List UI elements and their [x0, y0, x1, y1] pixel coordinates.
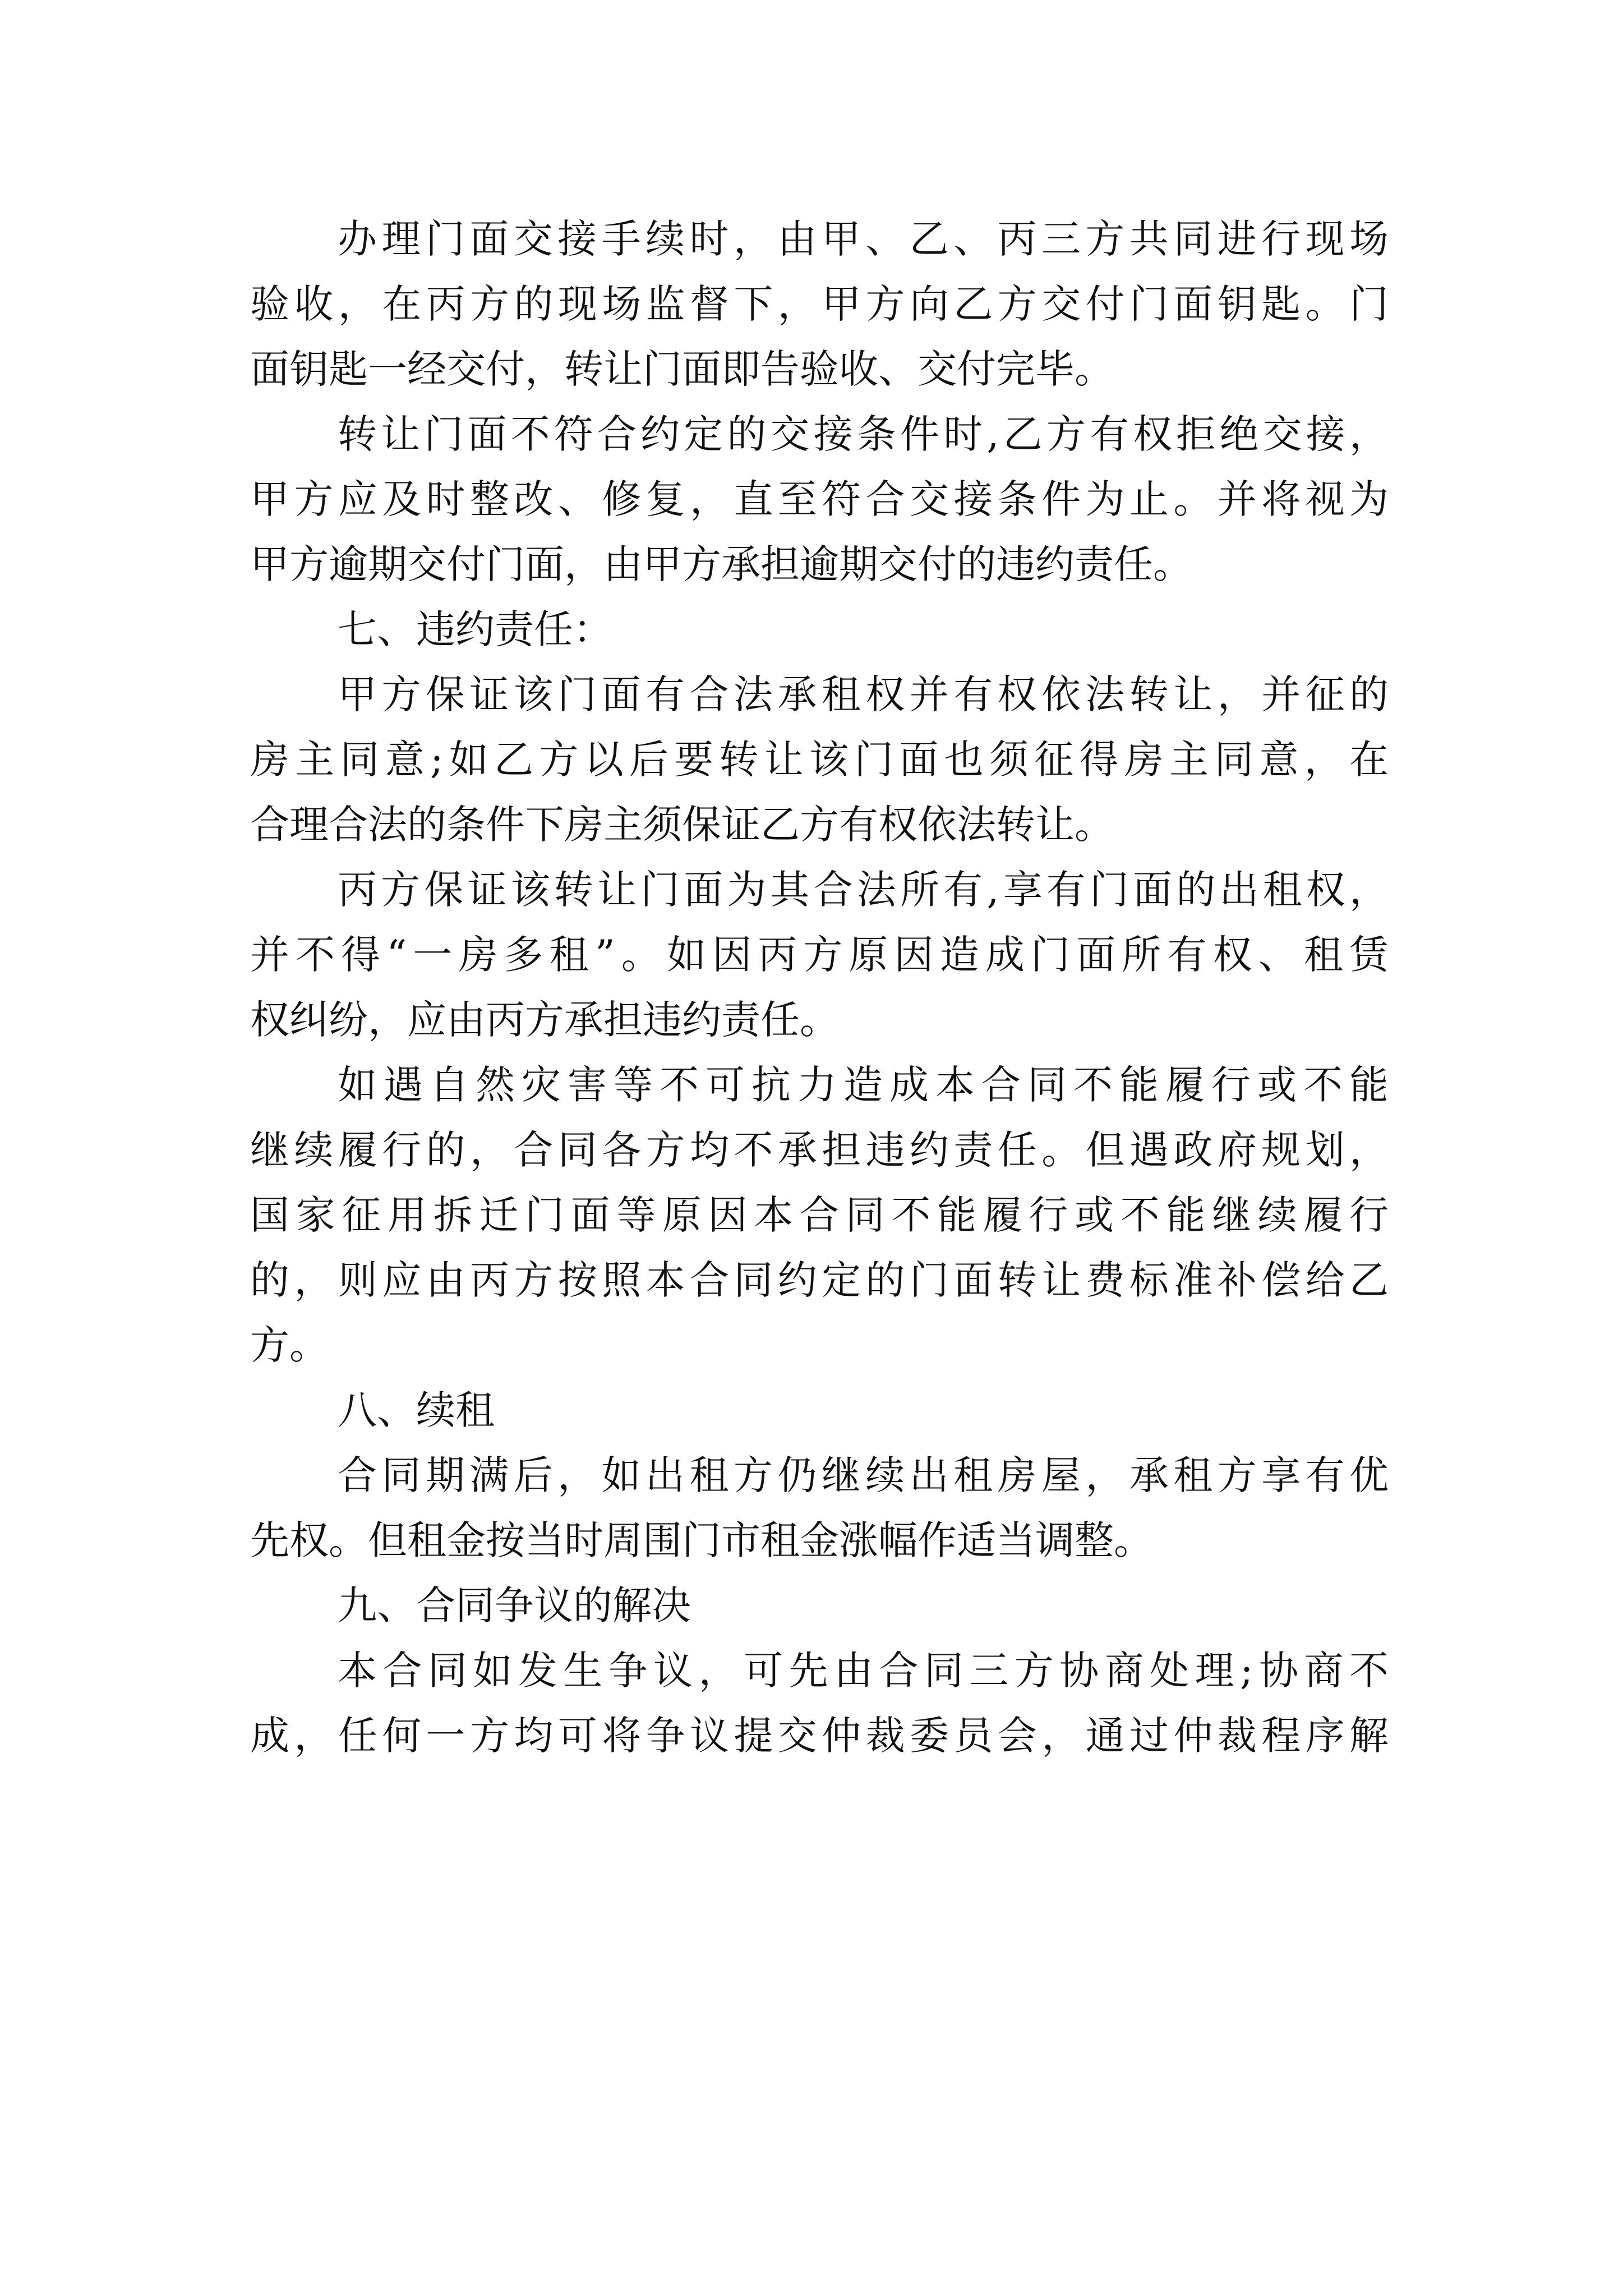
text-line: 甲方逾期交付门面，由甲方承担逾期交付的违约责任。 — [250, 541, 1192, 587]
text-line: 成，任何一方均可将争议提交仲裁委员会，通过仲裁程序解 — [250, 1713, 1389, 1759]
text-line: 验收，在丙方的现场监督下，甲方向乙方交付门面钥匙。门 — [250, 281, 1389, 327]
text-line: 合同期满后，如出租方仍继续出租房屋，承租方享有优 — [338, 1452, 1389, 1498]
section-heading: 八、续租 — [338, 1387, 495, 1433]
text-line: 转让门面不符合约定的交接条件时,乙方有权拒绝交接， — [338, 411, 1389, 457]
section-heading: 九、合同争议的解决 — [338, 1582, 691, 1628]
text-line: 并不得“一房多租”。如因丙方原因造成门面所有权、租赁 — [250, 932, 1389, 978]
text-line: 丙方保证该转让门面为其合法所有,享有门面的出租权， — [338, 867, 1389, 913]
text-line: 房主同意;如乙方以后要转让该门面也须征得房主同意，在 — [250, 737, 1389, 783]
text-line: 先权。但租金按当时周围门市租金涨幅作适当调整。 — [250, 1517, 1153, 1563]
text-line: 方。 — [250, 1322, 329, 1368]
document-page — [250, 206, 1389, 1768]
text-line: 如遇自然灾害等不可抗力造成本合同不能履行或不能 — [338, 1062, 1389, 1108]
text-line: 的，则应由丙方按照本合同约定的门面转让费标准补偿给乙 — [250, 1257, 1389, 1303]
text-line: 面钥匙一经交付，转让门面即告验收、交付完毕。 — [250, 346, 1114, 392]
text-line: 办理门面交接手续时，由甲、乙、丙三方共同进行现场 — [338, 216, 1389, 262]
section-heading: 七、违约责任： — [338, 606, 612, 652]
text-line: 权纠纷，应由丙方承担违约责任。 — [250, 997, 839, 1043]
text-line: 继续履行的，合同各方均不承担违约责任。但遇政府规划， — [250, 1127, 1389, 1173]
text-line: 合理合法的条件下房主须保证乙方有权依法转让。 — [250, 802, 1114, 848]
text-line: 甲方应及时整改、修复，直至符合交接条件为止。并将视为 — [250, 476, 1389, 522]
text-line: 甲方保证该门面有合法承租权并有权依法转让，并征的 — [338, 671, 1389, 717]
text-line: 本合同如发生争议，可先由合同三方协商处理;协商不 — [338, 1648, 1389, 1694]
text-line: 国家征用拆迁门面等原因本合同不能履行或不能继续履行 — [250, 1192, 1389, 1238]
